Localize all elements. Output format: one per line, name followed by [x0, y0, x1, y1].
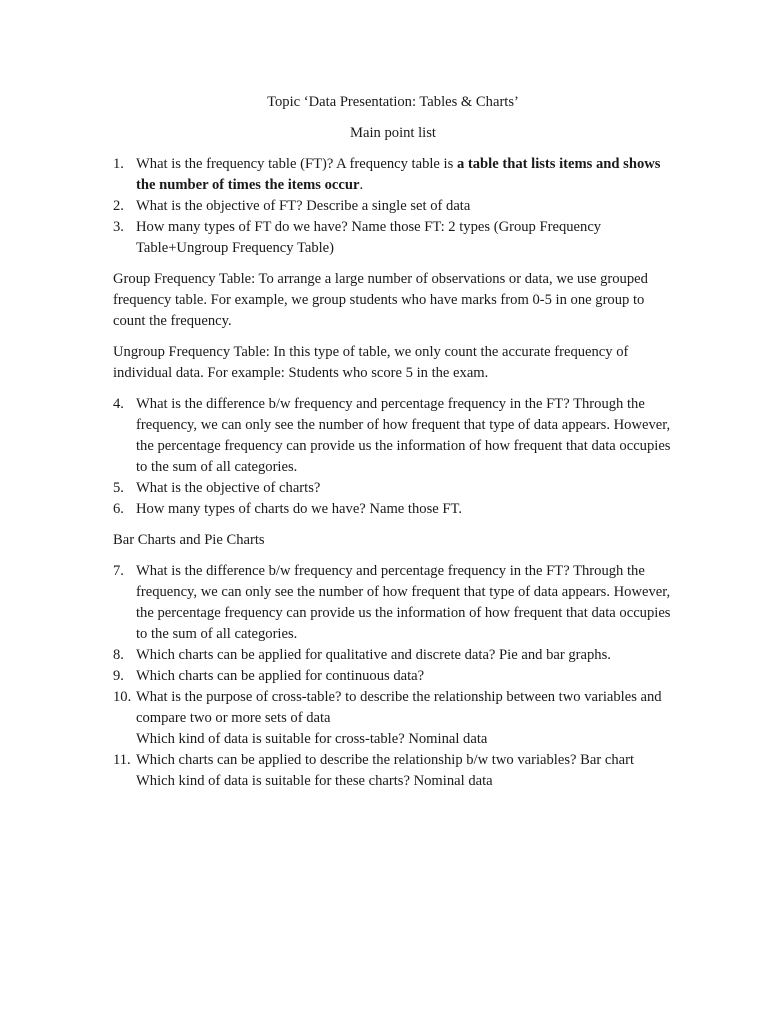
list-item-8: [113, 645, 673, 666]
list-item-11: [113, 750, 673, 792]
list-item-7: [113, 561, 673, 645]
paragraph-ungroup-frequency: Ungroup Frequency Table: In this type of table, we only count the accurate frequency of individual data. For example: Students who score 5 in the exam.: [113, 344, 629, 381]
item-number: 4.: [113, 396, 124, 412]
question-list-3: [113, 561, 673, 792]
item-text: Which charts can be applied to describe the relationship b/w two variables? Bar chart: [136, 752, 635, 768]
item-number: 7.: [113, 563, 124, 579]
list-item-9: [113, 666, 673, 687]
list-item-1: [113, 154, 673, 196]
list-item-6: [113, 499, 673, 520]
item-text: Which charts can be applied for continuous data?: [136, 668, 425, 684]
section-heading: Bar Charts and Pie Charts: [113, 532, 265, 548]
item-text: How many types of charts do we have? Name those FT.: [136, 501, 462, 517]
item-number: 3.: [113, 219, 124, 235]
item-text: Which charts can be applied for qualitative and discrete data? Pie and bar graphs.: [136, 647, 611, 663]
question-list-1: [113, 154, 673, 259]
item-text: What is the objective of charts?: [136, 480, 321, 496]
item-text: How many types of FT do we have? Name those FT: 2 types (Group Frequency Table+Ungroup Frequency Table): [136, 219, 602, 256]
item-number: 11.: [113, 752, 131, 768]
item-number: 9.: [113, 668, 124, 684]
item-number: 6.: [113, 501, 124, 517]
item-number: 5.: [113, 480, 124, 496]
item-text: What is the frequency table (FT)? A frequency table is: [136, 156, 457, 172]
document-subtitle: Main point list: [350, 125, 436, 141]
item-number: 8.: [113, 647, 124, 663]
item-text: What is the difference b/w frequency and percentage frequency in the FT? Through the frequency, we can only see the number of how frequent that type of data appears. However, the percentage frequency can provide us the information of how frequent that data occupies to the sum of all categories.: [136, 563, 671, 642]
item-number: 10.: [113, 689, 132, 705]
list-item-5: [113, 478, 673, 499]
item-tail: .: [359, 177, 364, 193]
list-item-4: [113, 394, 673, 478]
item-followup-text: Which kind of data is suitable for cross-table? Nominal data: [136, 731, 488, 747]
document-title: Topic ‘Data Presentation: Tables & Charts’: [267, 94, 519, 110]
item-number: 2.: [113, 198, 124, 214]
list-item-2: [113, 196, 673, 217]
list-item-3: [113, 217, 673, 259]
list-item-10: [113, 687, 673, 750]
document-page: [113, 92, 673, 792]
item-bold-text: a table that lists items and shows the number of times the items occur: [136, 156, 661, 193]
question-list-2: [113, 394, 673, 520]
item-text: What is the purpose of cross-table? to describe the relationship between two variables and compare two or more sets of data: [136, 689, 662, 726]
item-text: What is the difference b/w frequency and percentage frequency in the FT? Through the frequency, we can only see the number of how frequent that type of data appears. However, the percentage frequency can provide us the information of how frequent that data occupies to the sum of all categories.: [136, 396, 671, 475]
item-number: 1.: [113, 156, 124, 172]
paragraph-group-frequency: Group Frequency Table: To arrange a large number of observations or data, we use grouped frequency table. For example, we group students who have marks from 0-5 in one group to count the frequency.: [113, 271, 648, 329]
item-text: What is the objective of FT? Describe a single set of data: [136, 198, 471, 214]
item-followup-text: Which kind of data is suitable for these charts? Nominal data: [136, 773, 493, 789]
